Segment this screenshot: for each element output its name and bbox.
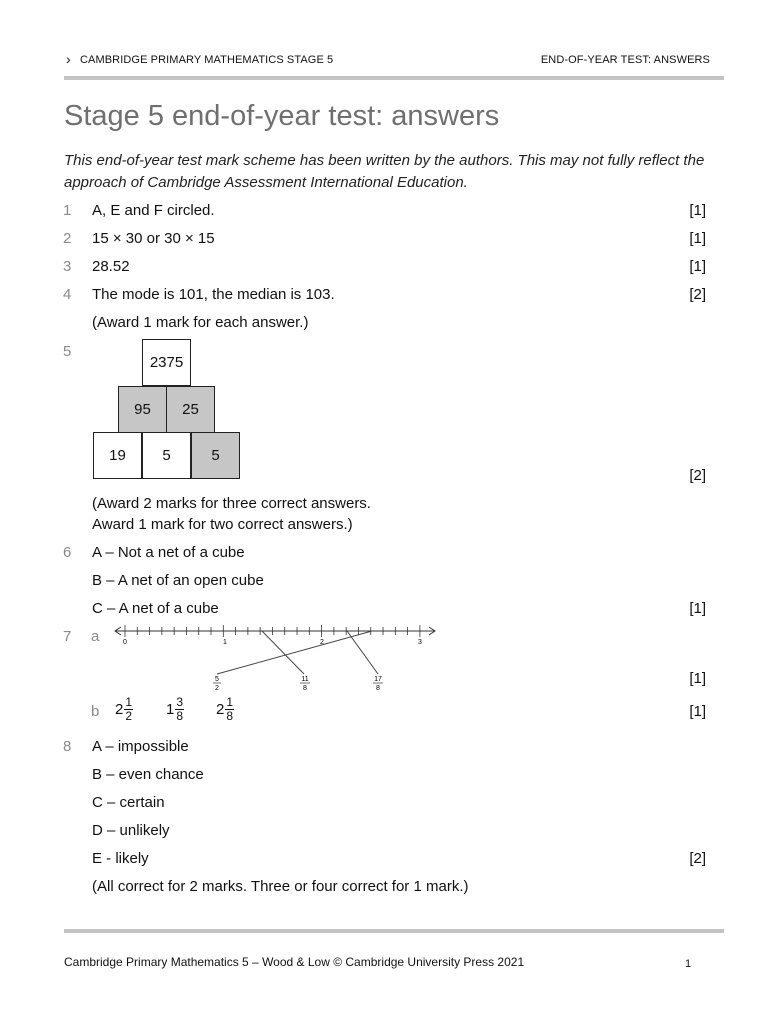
page-number: 1: [685, 958, 692, 970]
pyramid-cell-mid-right: 25: [166, 386, 215, 433]
connector-5-2: [217, 631, 372, 674]
header-left: CAMBRIDGE PRIMARY MATHEMATICS STAGE 5: [80, 54, 334, 66]
marks: [1]: [689, 202, 706, 219]
fraction-numerator: 17: [374, 676, 382, 683]
answer-text: A – Not a net of a cube: [92, 544, 245, 561]
answer-text: B – A net of an open cube: [92, 572, 264, 589]
number-line-diagram: [112, 620, 442, 695]
whole-part: 1: [166, 701, 175, 718]
question-number: 1: [63, 202, 72, 219]
pyramid-cell-mid-left: 95: [118, 386, 167, 433]
pyramid-cell-bottom-middle: 5: [142, 432, 191, 479]
answer-text: B – even chance: [92, 766, 204, 783]
marks: [1]: [689, 703, 706, 720]
question-number: 4: [63, 286, 72, 303]
whole-part: 2: [216, 701, 225, 718]
header-right: END-OF-YEAR TEST: ANSWERS: [540, 54, 710, 66]
question-number: 8: [63, 738, 72, 755]
intro-text: This end-of-year test mark scheme has been written by the authors. This may not fully reflect the approach of Cambridge Assessment International Education.: [64, 152, 705, 191]
pyramid-cell-top: 2375: [142, 339, 191, 386]
marks: [2]: [689, 467, 706, 484]
answer-text: E - likely: [92, 850, 149, 867]
question-number: 6: [63, 544, 72, 561]
marks: [2]: [689, 850, 706, 867]
answer-text: A – impossible: [92, 738, 189, 755]
footer-text: Cambridge Primary Mathematics 5 – Wood & Low © Cambridge University Press 2021: [64, 955, 525, 969]
fraction-denominator: 8: [303, 685, 307, 692]
tick-label-2: 2: [320, 639, 324, 646]
marking-note: (All correct for 2 marks. Three or four correct for 1 mark.): [92, 878, 469, 895]
fraction-denominator: 2: [215, 685, 219, 692]
numerator: 1: [226, 695, 234, 709]
marking-note: (Award 1 mark for each answer.): [92, 314, 309, 331]
footer-divider: [64, 929, 724, 933]
mixed-number-answer: [166, 696, 184, 723]
marks: [1]: [689, 230, 706, 247]
fraction-denominator: 8: [376, 685, 380, 692]
whole-part: 2: [115, 701, 124, 718]
question-number: 3: [63, 258, 72, 275]
denominator: 8: [226, 709, 234, 723]
marks: [1]: [689, 258, 706, 275]
pyramid-cell-bottom-right: 5: [191, 432, 240, 479]
mixed-number-answer: [115, 696, 133, 723]
marking-note: Award 1 mark for two correct answers.): [92, 516, 353, 533]
tick-label-3: 3: [418, 639, 422, 646]
marking-note: (Award 2 marks for three correct answers.: [92, 495, 371, 512]
tick-label-0: 0: [123, 639, 127, 646]
numerator: 1: [125, 695, 133, 709]
denominator: 8: [176, 709, 184, 723]
connector-11-8: [262, 631, 304, 674]
part-label: b: [91, 703, 100, 720]
answer-text: C – certain: [92, 794, 165, 811]
answer-text: D – unlikely: [92, 822, 170, 839]
marks: [2]: [689, 286, 706, 303]
question-number: 7: [63, 628, 72, 645]
marks: [1]: [689, 670, 706, 687]
numerator: 3: [176, 695, 184, 709]
denominator: 2: [125, 709, 133, 723]
answer-text: A, E and F circled.: [92, 202, 215, 219]
page-header: [66, 52, 710, 70]
tick-label-1: 1: [223, 639, 227, 646]
mixed-number-answer: [216, 696, 234, 723]
question-number: 5: [63, 343, 72, 360]
chevron-right-icon: ›: [66, 51, 71, 67]
fraction-numerator: 11: [301, 676, 309, 683]
fraction-numerator: 5: [215, 676, 219, 683]
answer-text: C – A net of a cube: [92, 600, 219, 617]
answer-text: 28.52: [92, 258, 130, 275]
answer-text: 15 × 30 or 30 × 15: [92, 230, 215, 247]
question-number: 2: [63, 230, 72, 247]
pyramid-cell-bottom-left: 19: [93, 432, 142, 479]
connector-17-8: [347, 631, 378, 674]
header-divider: [64, 76, 724, 80]
marks: [1]: [689, 600, 706, 617]
page-title: Stage 5 end-of-year test: answers: [64, 100, 500, 132]
part-label: a: [91, 628, 100, 645]
answer-text: The mode is 101, the median is 103.: [92, 286, 335, 303]
